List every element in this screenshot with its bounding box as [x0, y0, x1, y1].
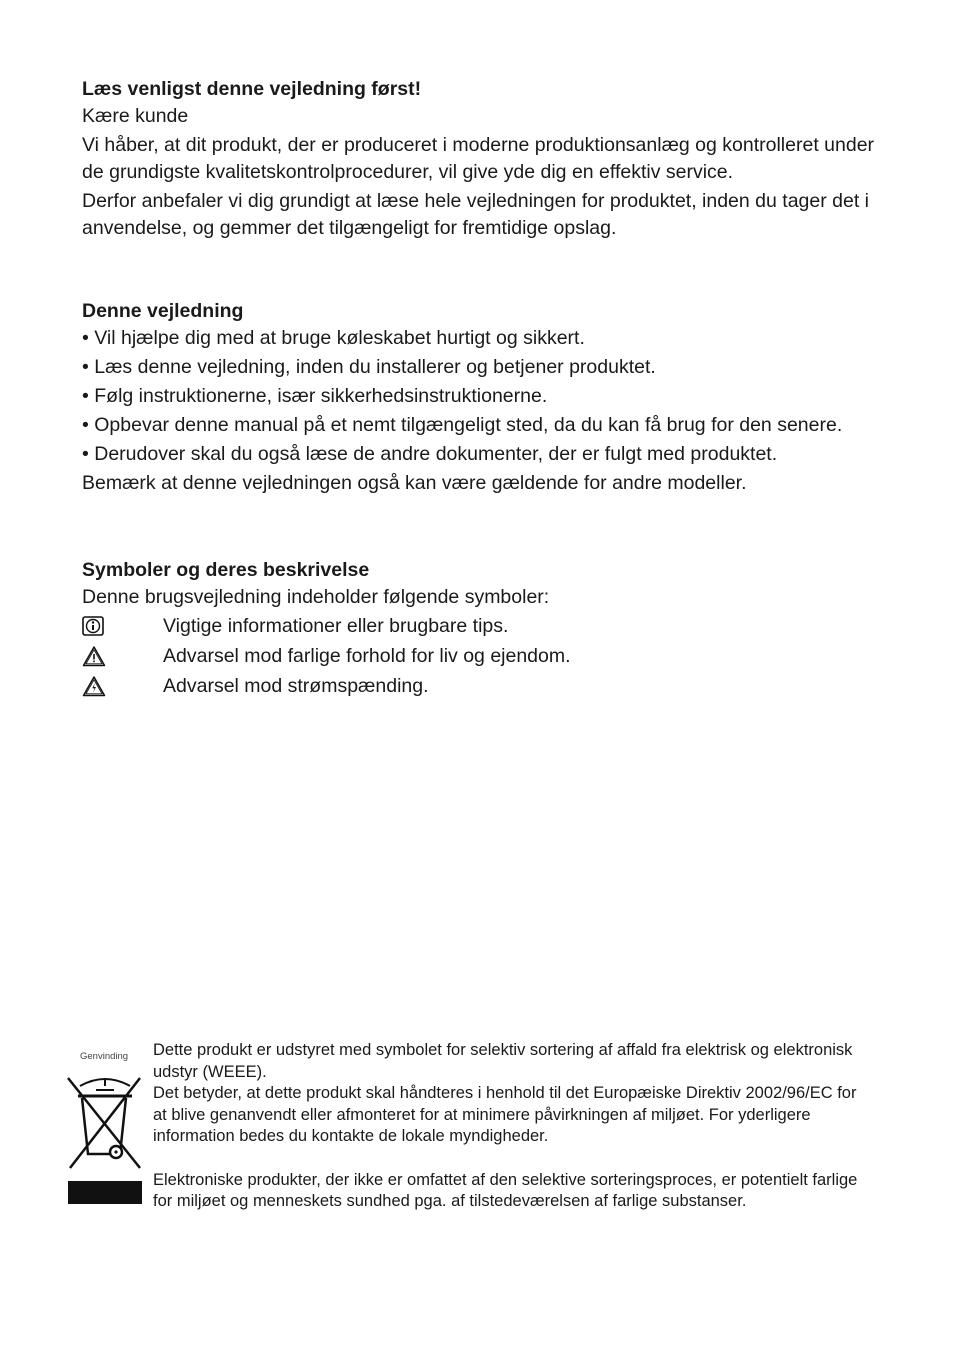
intro-heading: Læs venligst denne vejledning først! — [82, 78, 422, 100]
symbols-heading: Symboler og deres beskrivelse — [82, 559, 370, 581]
weee-paragraph-2: Det betyder, at dette produkt skal håndteres i henhold til det Europæiske Direktiv 2002/96/EC for at blive genanvendt eller afmonteret for at minimere påvirkningen af miljøet. For yderligere information bedes du kontakte de lokale myndigheder. — [153, 1084, 857, 1145]
symbol-description: Advarsel mod strømspænding. — [163, 674, 429, 697]
symbol-row-electric — [82, 671, 882, 701]
intro-paragraph-1: Vi håber, at dit produkt, der er produceret i moderne produktionsanlæg og kontrolleret under de grundigste kvalitetskontrolprocedurer, vil give yde dig en effektiv service. — [82, 134, 875, 183]
electric-warning-icon — [82, 671, 163, 701]
symbol-row-warning — [82, 641, 882, 671]
symbols-intro: Denne brugsvejledning indeholder følgende symboler: — [82, 586, 550, 608]
symbol-row-info — [82, 611, 882, 641]
weee-black-bar — [68, 1181, 142, 1204]
weee-bin-icon — [66, 1076, 144, 1172]
intro-paragraph-2: Derfor anbefaler vi dig grundigt at læse hele vejledningen for produktet, inden du tager det i anvendelse, og gemmer det tilgængeligt for fremtidige opslag. — [82, 190, 869, 239]
intro-section — [82, 76, 882, 242]
weee-label: Genvinding — [80, 1051, 129, 1062]
greeting: Kære kunde — [82, 105, 189, 127]
guide-section — [82, 298, 882, 497]
symbols-section — [82, 557, 882, 701]
info-icon — [82, 611, 163, 641]
list-item: • Derudover skal du også læse de andre dokumenter, der er fulgt med produktet. — [82, 443, 778, 465]
weee-section — [153, 1040, 873, 1213]
symbol-description: Advarsel mod farlige forhold for liv og ejendom. — [163, 644, 571, 667]
list-item: • Læs denne vejledning, inden du installerer og betjener produktet. — [82, 356, 656, 378]
list-item: • Opbevar denne manual på et nemt tilgængeligt sted, da du kan få brug for den senere. — [82, 414, 843, 436]
warning-icon — [82, 641, 163, 671]
list-item: • Vil hjælpe dig med at bruge køleskabet hurtigt og sikkert. — [82, 327, 585, 349]
weee-paragraph-1: Dette produkt er udstyret med symbolet for selektiv sortering af affald fra elektrisk og elektronisk udstyr (WEEE). — [153, 1041, 853, 1081]
weee-paragraph-3: Elektroniske produkter, der ikke er omfattet af den selektive sorteringsproces, er potentielt farlige for miljøet og menneskets sundhed pga. af tilstedeværelsen af farlige substanser. — [153, 1170, 858, 1210]
list-item: • Følg instruktionerne, især sikkerhedsinstruktionerne. — [82, 385, 548, 407]
guide-note: Bemærk at denne vejledningen også kan være gældende for andre modeller. — [82, 472, 747, 494]
guide-heading: Denne vejledning — [82, 300, 244, 322]
symbol-description: Vigtige informationer eller brugbare tips. — [163, 614, 509, 637]
